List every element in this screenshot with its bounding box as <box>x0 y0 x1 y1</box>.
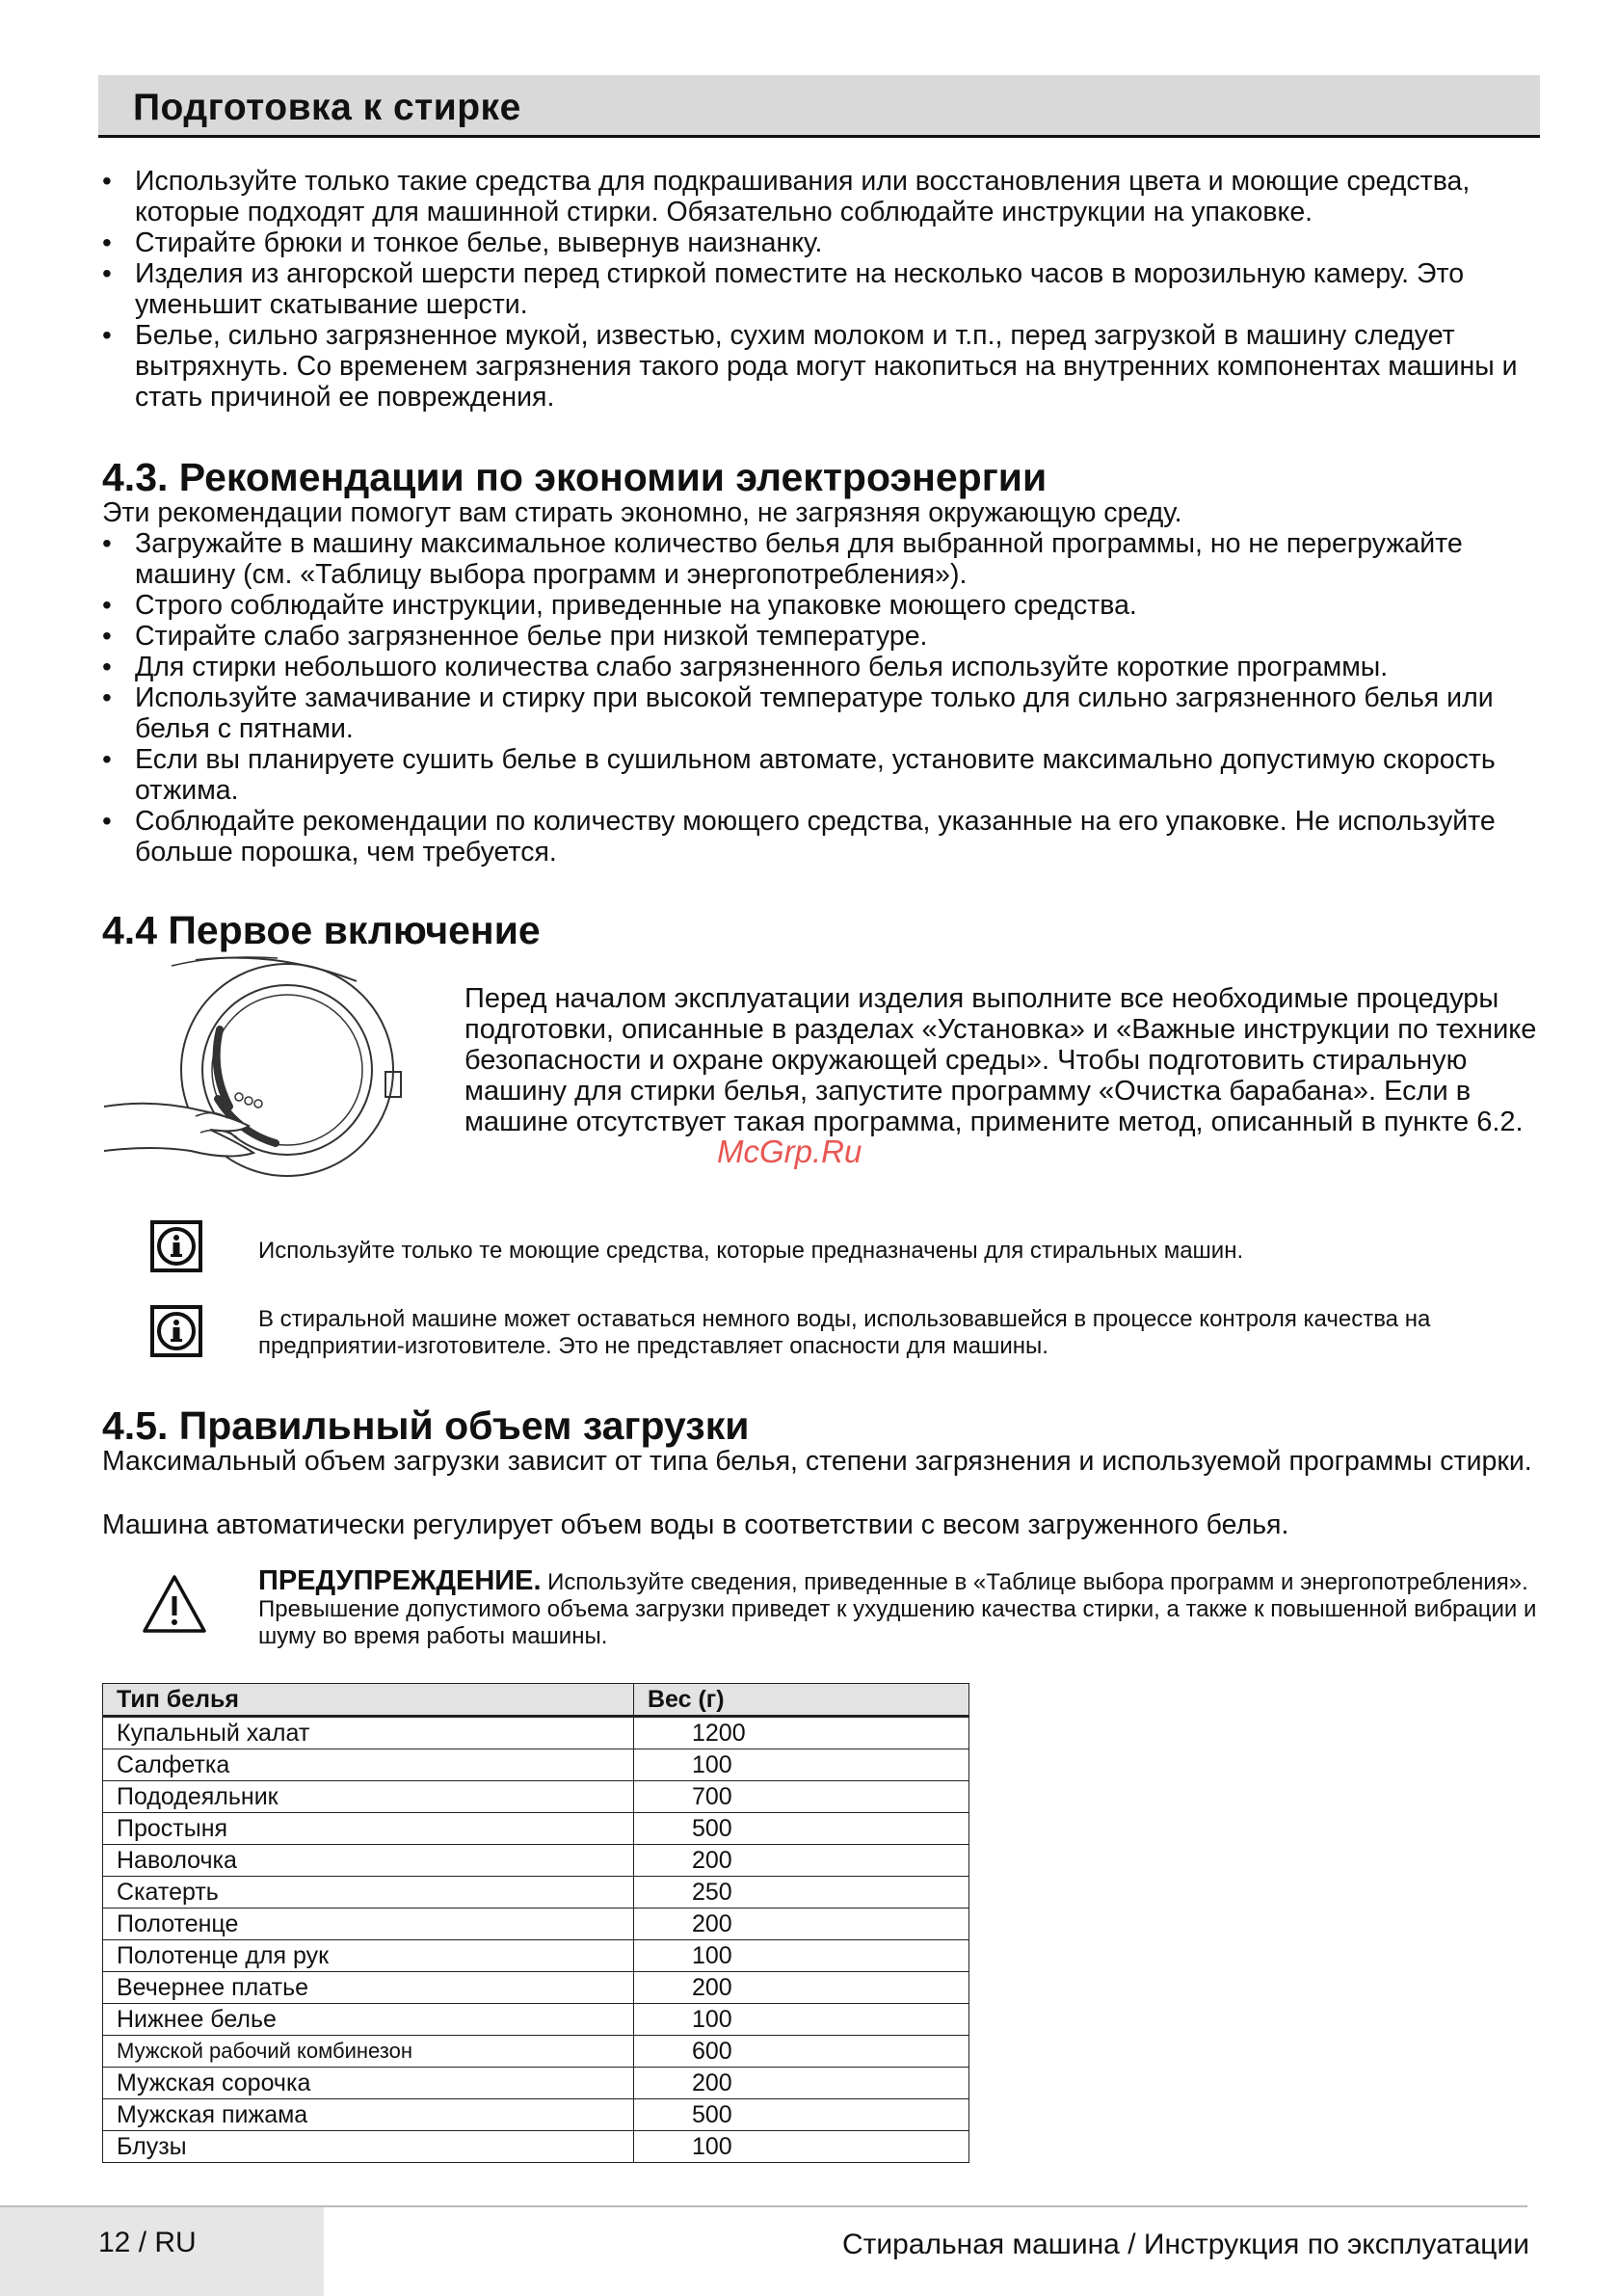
cell-type: Полотенце <box>103 1909 634 1940</box>
table-header-row <box>103 1684 969 1717</box>
cell-weight: 100 <box>634 1940 969 1972</box>
cell-weight: 250 <box>634 1877 969 1909</box>
cell-weight: 700 <box>634 1781 969 1813</box>
cell-type: Скатерть <box>103 1877 634 1909</box>
section-title-4-3: 4.3. Рекомендации по экономии электроэнергии <box>102 455 1048 499</box>
cell-type: Купальный халат <box>103 1717 634 1749</box>
table-row <box>103 1877 969 1909</box>
cell-weight: 100 <box>634 1749 969 1781</box>
cell-weight: 100 <box>634 2004 969 2036</box>
cell-weight: 200 <box>634 1972 969 2004</box>
cell-weight: 200 <box>634 2068 969 2099</box>
info-icon <box>150 1220 202 1272</box>
footer-document-title: Стиральная машина / Инструкция по эксплуатации <box>841 2229 1529 2260</box>
list-item: • Стирайте слабо загрязненное белье при низкой температуре. <box>102 621 1548 652</box>
cell-type: Блузы <box>103 2131 634 2163</box>
table-row <box>103 2068 969 2099</box>
cell-type: Мужская сорочка <box>103 2068 634 2099</box>
table-row <box>103 1717 969 1749</box>
info-icon <box>150 1305 202 1357</box>
page-header <box>98 75 1540 138</box>
cell-weight: 600 <box>634 2036 969 2068</box>
warning-icon <box>141 1573 208 1635</box>
section-4-5-para2: Машина автоматически регулирует объем воды в соответствии с весом загруженного белья. <box>102 1509 1289 1540</box>
cell-weight: 1200 <box>634 1717 969 1749</box>
table-row <box>103 1813 969 1845</box>
cell-weight: 200 <box>634 1845 969 1877</box>
list-item: • Белье, сильно загрязненное мукой, известью, сухим молоком и т.п., перед загрузкой в машину следует вытряхнуть. Со временем загрязнения такого рода могут накопиться на внутренних компонентах машины и стать причиной ее повреждения. <box>102 320 1548 413</box>
table-row <box>103 1972 969 2004</box>
prep-bullet-list <box>102 166 1548 413</box>
economy-bullet-list <box>102 528 1548 868</box>
list-item: • Для стирки небольшого количества слабо загрязненного белья используйте короткие программы. <box>102 652 1548 682</box>
column-header-weight: Вес (г) <box>634 1684 969 1717</box>
list-item: • Изделия из ангорской шерсти перед стиркой поместите на несколько часов в морозильную камеру. Это уменьшит скатывание шерсти. <box>102 258 1548 320</box>
info-note-residual-water: В стиральной машине может оставаться немного воды, использовавшейся в процессе контроля качества на предприятии-изготовителе. Это не представляет опасности для машины. <box>258 1306 1431 1359</box>
load-weight-table <box>102 1683 969 2163</box>
cell-type: Простыня <box>103 1813 634 1845</box>
list-item: • Используйте только такие средства для подкрашивания или восстановления цвета и моющие средства, которые подходят для машинной стирки. Обязательно соблюдайте инструкции на упаковке. <box>102 166 1548 227</box>
cell-weight: 500 <box>634 2099 969 2131</box>
section-4-5-para1: Максимальный объем загрузки зависит от типа белья, степени загрязнения и используемой программы стирки. <box>102 1446 1532 1477</box>
watermark: McGrp.Ru <box>717 1134 862 1169</box>
cell-type: Нижнее белье <box>103 2004 634 2036</box>
table-row <box>103 2131 969 2163</box>
warning-label: ПРЕДУПРЕЖДЕНИЕ. <box>258 1565 542 1596</box>
info-note-detergent: Используйте только те моющие средства, которые предназначены для стиральных машин. <box>258 1238 1244 1264</box>
cell-weight: 100 <box>634 2131 969 2163</box>
cell-type: Полотенце для рук <box>103 1940 634 1972</box>
section-title-4-4: 4.4 Первое включение <box>102 908 541 952</box>
table-row <box>103 1845 969 1877</box>
list-item: • Загружайте в машину максимальное количество белья для выбранной программы, но не перегружайте машину (см. «Таблицу выбора программ и энергопотребления»). <box>102 528 1548 590</box>
cell-type: Мужская пижама <box>103 2099 634 2131</box>
section-4-4-text: Перед началом эксплуатации изделия выполните все необходимые процедуры подготовки, описанные в разделах «Установка» и «Важные инструкции по технике безопасности и охране окружающей среды». Чтобы подготовить стиральную машину для стирки белья, запустите программу «Очистка барабана». Если в машине отсутствует такая программа, примените метод, описанный в пункте 6.2. <box>464 983 1537 1137</box>
column-header-type: Тип белья <box>103 1684 634 1717</box>
list-item: • Если вы планируете сушить белье в сушильном автомате, установите максимально допустимую скорость отжима. <box>102 744 1548 806</box>
section-title-4-5: 4.5. Правильный объем загрузки <box>102 1403 750 1448</box>
page-title: Подготовка к стирке <box>133 87 521 128</box>
table-row <box>103 2036 969 2068</box>
list-item: • Используйте замачивание и стирку при высокой температуре только для сильно загрязненного белья или белья с пятнами. <box>102 682 1548 744</box>
list-item: • Стирайте брюки и тонкое белье, вывернув наизнанку. <box>102 227 1548 258</box>
washing-machine-drum-illustration <box>104 954 451 1184</box>
table-row <box>103 1909 969 1940</box>
cell-type: Мужской рабочий комбинезон <box>103 2036 634 2068</box>
table-row <box>103 1749 969 1781</box>
load-warning <box>258 1567 1540 1650</box>
cell-weight: 500 <box>634 1813 969 1845</box>
cell-type: Наволочка <box>103 1845 634 1877</box>
list-item: • Соблюдайте рекомендации по количеству моющего средства, указанные на его упаковке. Не используйте больше порошка, чем требуется. <box>102 806 1548 868</box>
list-item: • Строго соблюдайте инструкции, приведенные на упаковке моющего средства. <box>102 590 1548 621</box>
table-row <box>103 2004 969 2036</box>
cell-type: Пододеяльник <box>103 1781 634 1813</box>
cell-weight: 200 <box>634 1909 969 1940</box>
cell-type: Салфетка <box>103 1749 634 1781</box>
table-row <box>103 1940 969 1972</box>
section-4-3-intro: Эти рекомендации помогут вам стирать экономно, не загрязняя окружающую среду. <box>102 497 1182 528</box>
table-row <box>103 1781 969 1813</box>
table-row <box>103 2099 969 2131</box>
cell-type: Вечернее платье <box>103 1972 634 2004</box>
page-number: 12 / RU <box>98 2227 197 2258</box>
warning-text: Используйте сведения, приведенные в «Таблице выбора программ и энергопотребления». Превышение допустимого объема загрузки приведет к ухудшению качества стирки, а также к повышенной вибрации и шуму во время работы машины. <box>258 1569 1537 1649</box>
